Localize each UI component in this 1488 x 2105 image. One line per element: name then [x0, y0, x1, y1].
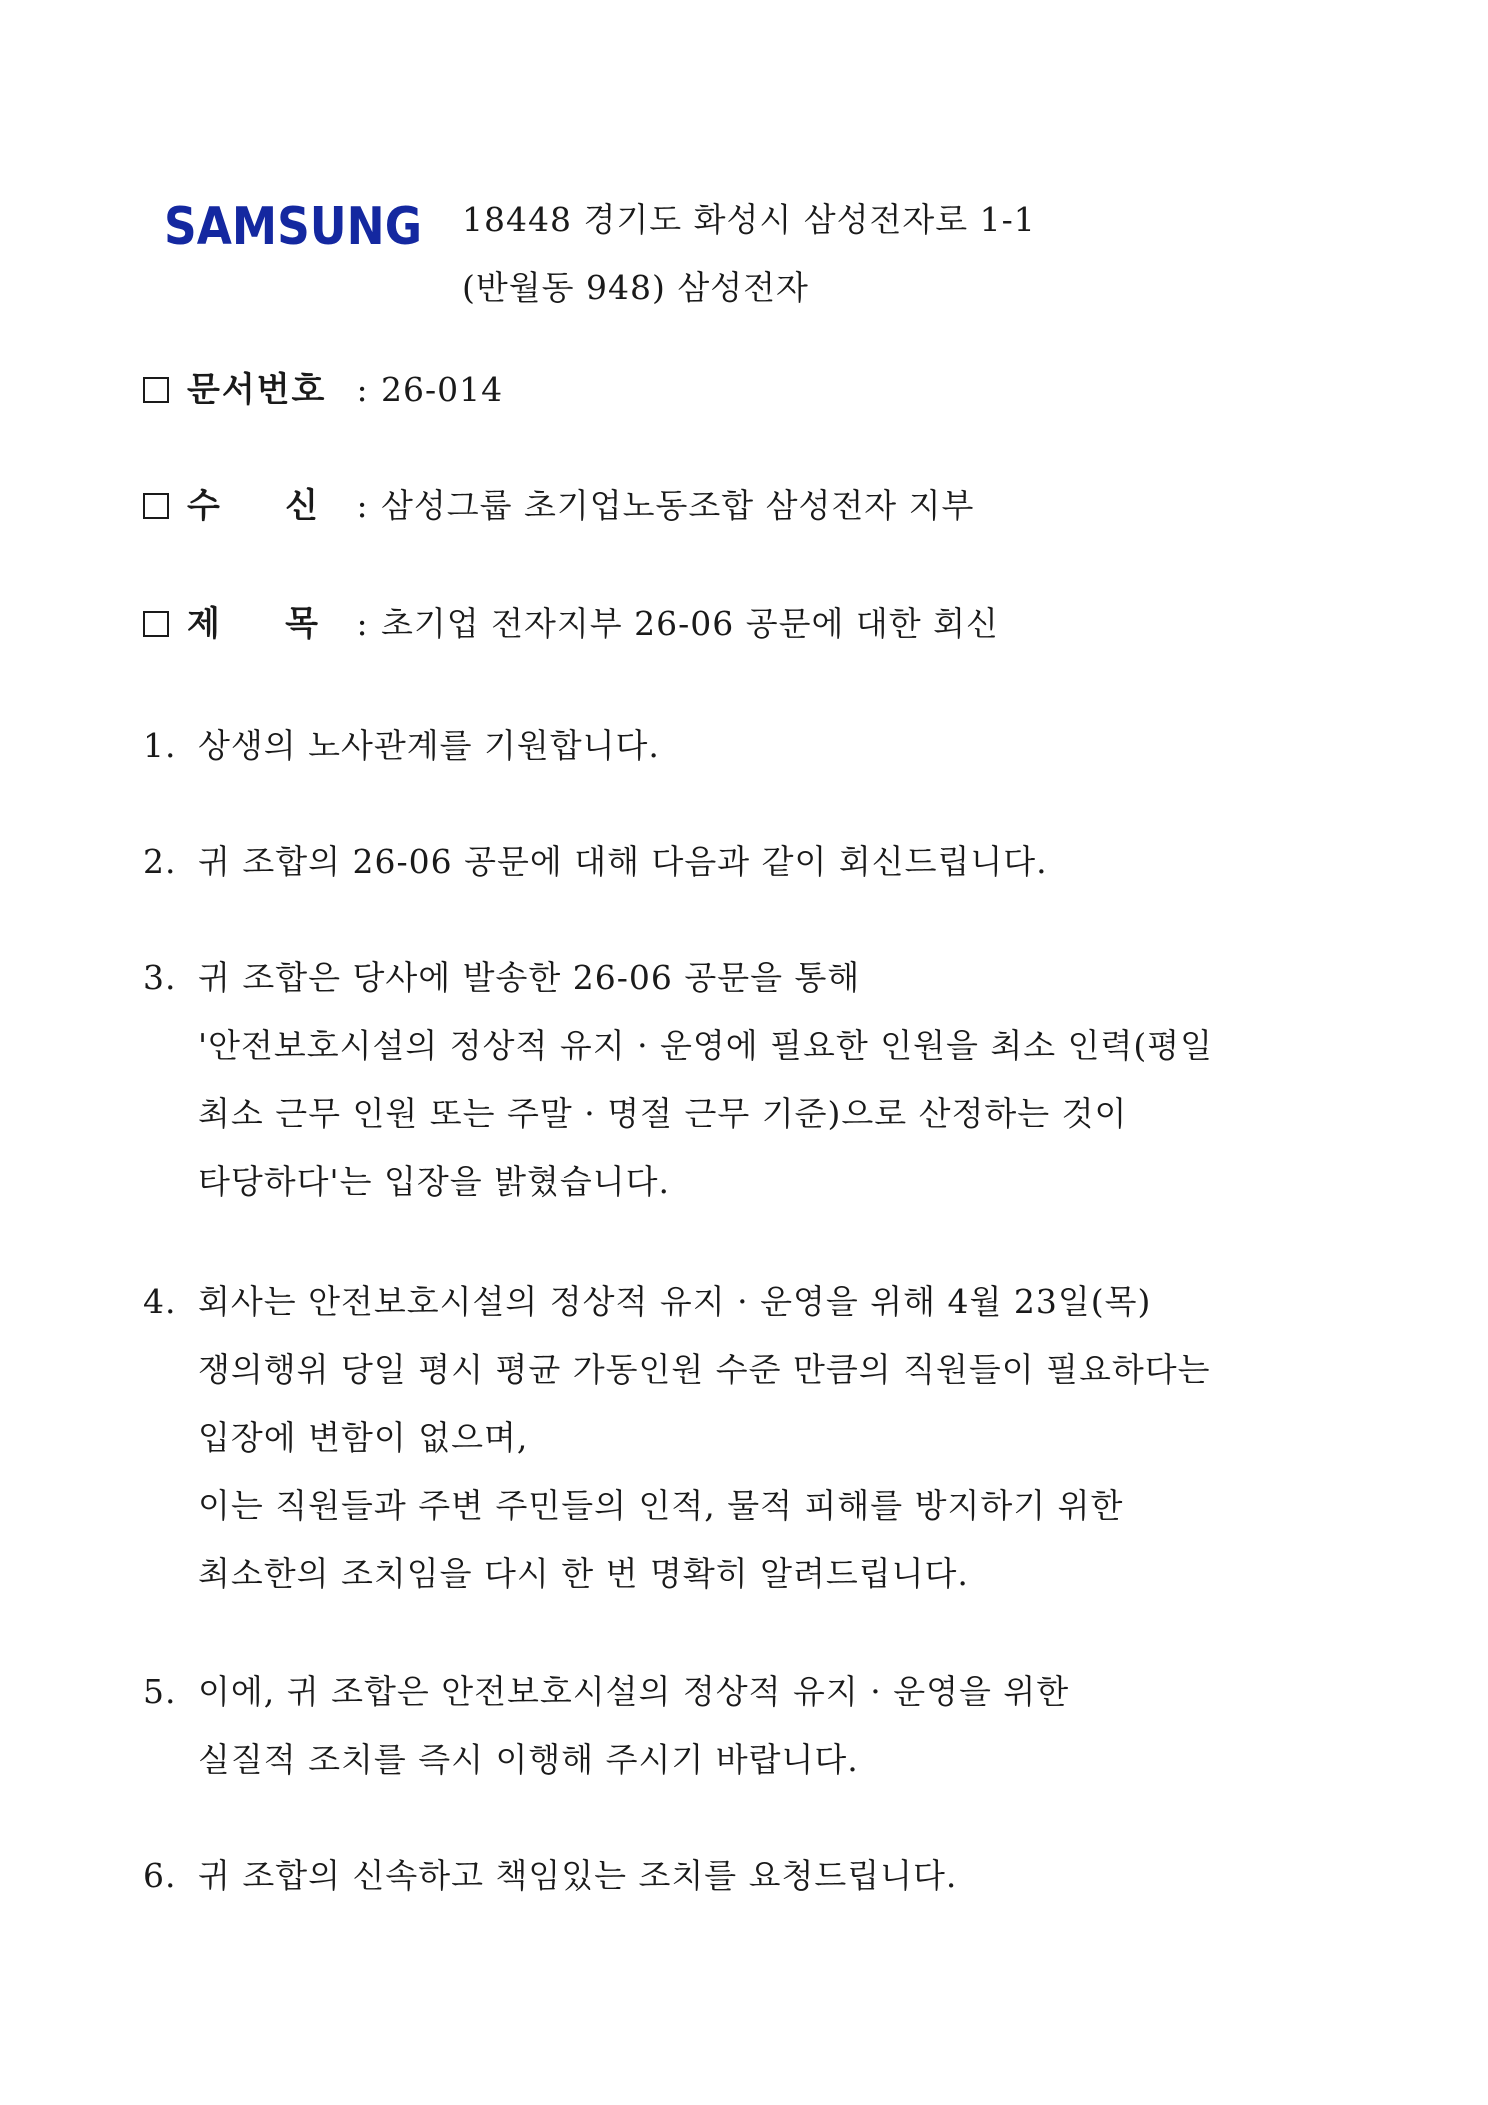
paragraph-5	[143, 1658, 1373, 1794]
paragraph-line: 최소 근무 인원 또는 주말 · 명절 근무 기준)으로 산정하는 것이	[198, 1094, 1128, 1133]
paragraph-text: 상생의 노사관계를 기원합니다.	[198, 726, 660, 765]
paragraph-number: 3.	[143, 958, 177, 997]
paragraph-text: 귀 조합의 신속하고 책임있는 조치를 요청드립니다.	[198, 1856, 958, 1895]
subject-field	[143, 600, 999, 648]
paragraph-number: 2.	[143, 842, 177, 881]
recipient-label	[187, 482, 320, 530]
paragraph-number: 6.	[143, 1856, 177, 1895]
samsung-logo	[164, 194, 424, 257]
address-line-1: 18448 경기도 화성시 삼성전자로 1-1	[462, 200, 1036, 239]
field-colon: :	[356, 486, 368, 525]
checkbox-square-icon	[143, 493, 169, 519]
paragraph-6	[143, 1842, 1373, 1910]
field-colon: :	[356, 370, 368, 409]
paragraph-line: 입장에 변함이 없으며,	[198, 1418, 529, 1457]
paragraph-number: 4.	[143, 1282, 177, 1321]
subject-label-char-2: 목	[285, 604, 320, 644]
paragraph-line: 이는 직원들과 주변 주민들의 인적, 물적 피해를 방지하기 위한	[198, 1486, 1124, 1525]
subject-label-char-1: 제	[187, 604, 222, 644]
paragraph-line	[143, 712, 1373, 780]
recipient-value: 삼성그룹 초기업노동조합 삼성전자 지부	[381, 486, 975, 525]
checkbox-square-icon	[143, 377, 169, 403]
paragraph-line: '안전보호시설의 정상적 유지 · 운영에 필요한 인원을 최소 인력(평일	[198, 1026, 1214, 1065]
subject-label	[187, 600, 320, 648]
paragraph-text: 회사는 안전보호시설의 정상적 유지 · 운영을 위해 4월 23일(목)	[198, 1282, 1152, 1321]
paragraph-4	[143, 1268, 1373, 1608]
paragraph-line	[143, 1268, 1373, 1336]
paragraph-3	[143, 944, 1373, 1216]
paragraph-1	[143, 712, 1373, 780]
paragraph-text: 귀 조합은 당사에 발송한 26-06 공문을 통해	[198, 958, 861, 997]
subject-value: 초기업 전자지부 26-06 공문에 대한 회신	[381, 604, 999, 643]
address-line-2: (반월동 948) 삼성전자	[462, 268, 809, 307]
recipient-label-char-1: 수	[187, 486, 222, 526]
field-colon: :	[356, 604, 368, 643]
svg-text:SAMSUNG: SAMSUNG	[164, 197, 422, 257]
paragraph-line: 최소한의 조치임을 다시 한 번 명확히 알려드립니다.	[198, 1554, 969, 1593]
paragraph-line	[143, 1658, 1373, 1726]
paragraph-line: 타당하다'는 입장을 밝혔습니다.	[198, 1162, 670, 1201]
doc-number-label: 문서번호	[187, 370, 327, 410]
paragraph-line: 쟁의행위 당일 평시 평균 가동인원 수준 만큼의 직원들이 필요하다는	[198, 1350, 1211, 1389]
paragraph-number: 5.	[143, 1672, 177, 1711]
paragraph-line	[143, 828, 1373, 896]
letterhead	[164, 190, 1364, 320]
paragraph-2	[143, 828, 1373, 896]
doc-number-field	[143, 366, 503, 414]
paragraph-line	[143, 944, 1373, 1012]
checkbox-square-icon	[143, 611, 169, 637]
paragraph-line	[143, 1842, 1373, 1910]
paragraph-number: 1.	[143, 726, 177, 765]
recipient-field	[143, 482, 974, 530]
paragraph-text: 귀 조합의 26-06 공문에 대해 다음과 같이 회신드립니다.	[198, 842, 1048, 881]
paragraph-text: 이에, 귀 조합은 안전보호시설의 정상적 유지 · 운영을 위한	[198, 1672, 1070, 1711]
doc-number-value: 26-014	[381, 370, 504, 409]
paragraph-line: 실질적 조치를 즉시 이행해 주시기 바랍니다.	[198, 1740, 859, 1779]
recipient-label-char-2: 신	[285, 486, 320, 526]
